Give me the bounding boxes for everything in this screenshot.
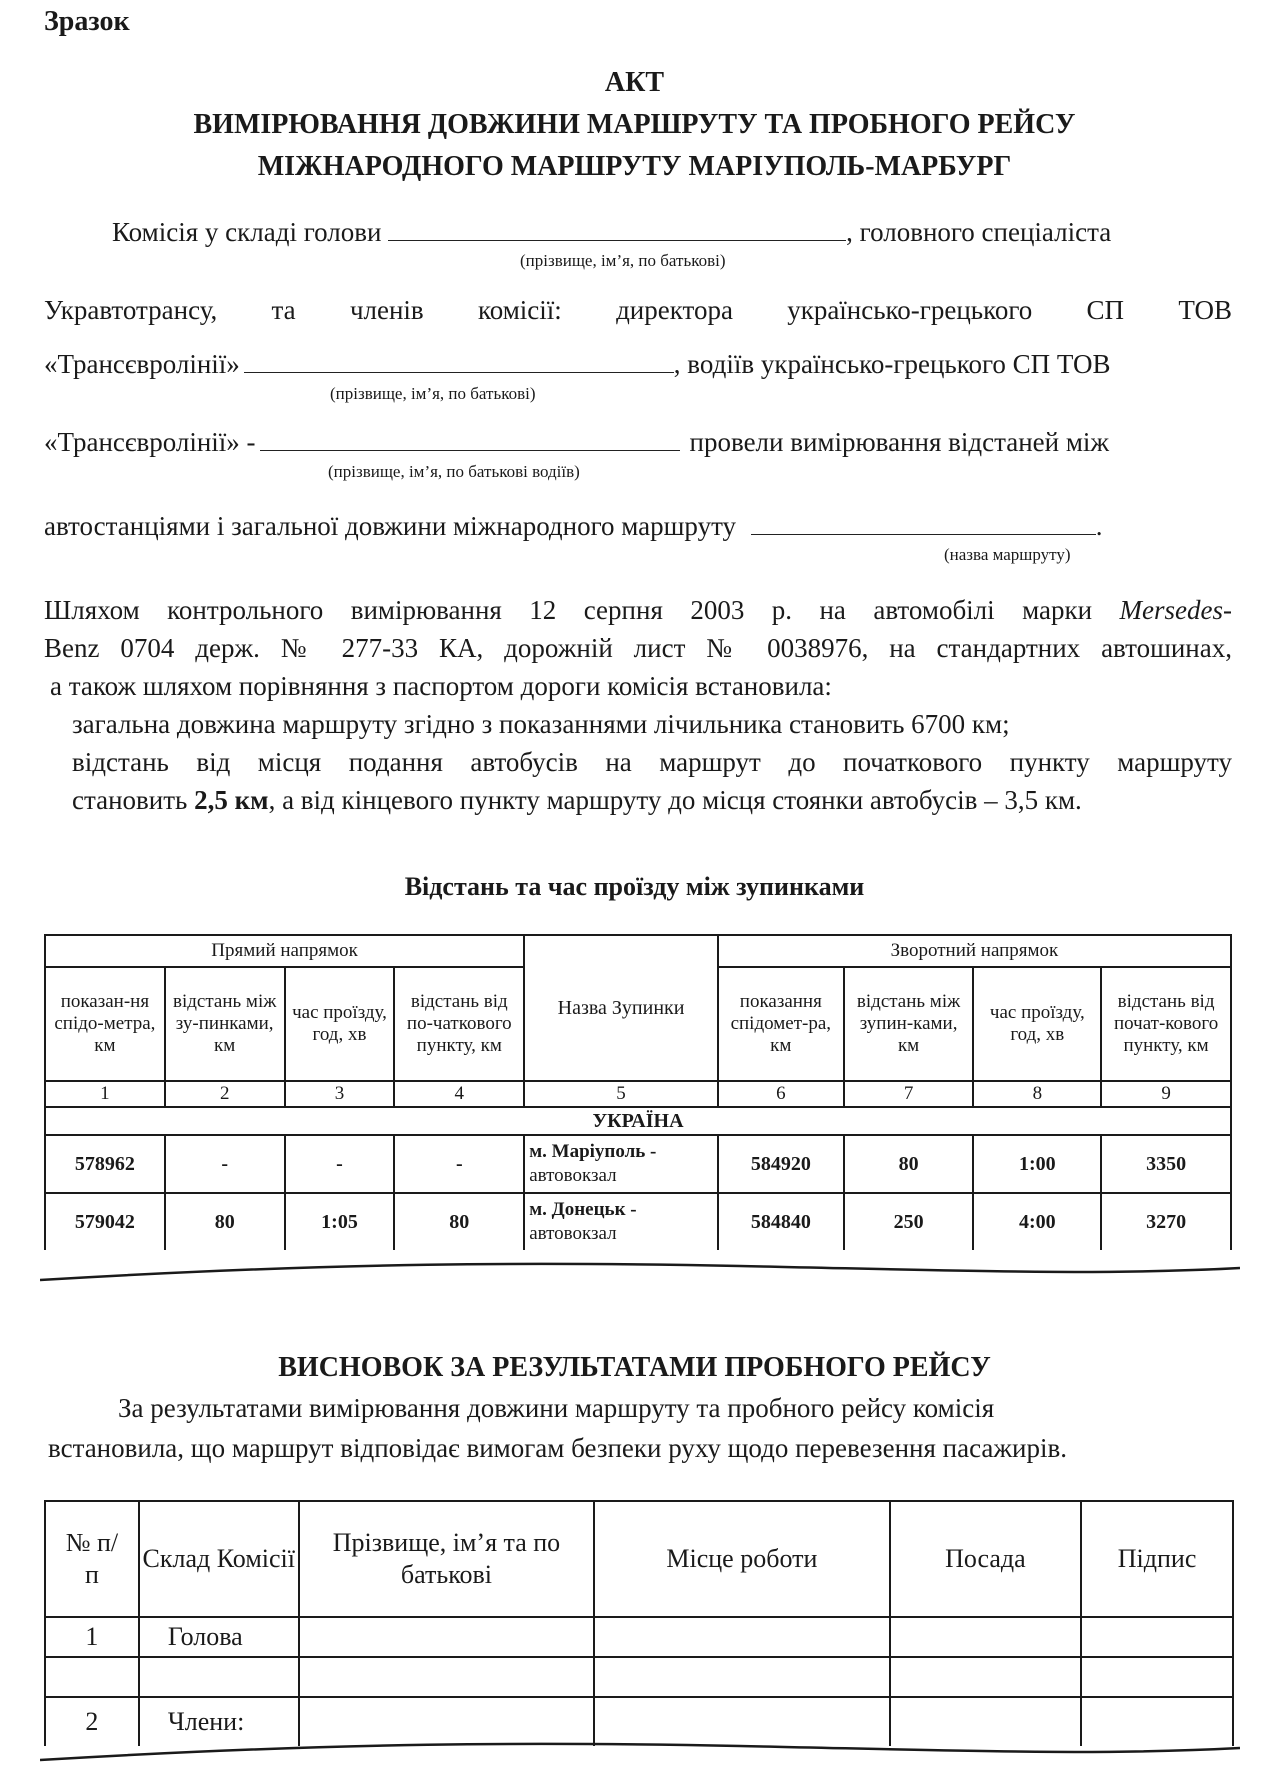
col-header-name: Прізвище, ім’я та по батькові: [299, 1501, 595, 1617]
cell: 80: [165, 1193, 285, 1250]
stop-name-header: Назва Зупинки: [524, 935, 718, 1081]
col-number: 8: [973, 1081, 1101, 1107]
col-header: показан-ня спідо-метра, км: [45, 967, 165, 1081]
intro-word: ТОВ: [1178, 295, 1232, 325]
col-header-number: № п/п: [45, 1501, 139, 1617]
intro-word: членів: [349, 295, 424, 325]
intro-word: комісії:: [477, 295, 562, 325]
col-header: відстань від почат-кового пункту, км: [1101, 967, 1231, 1081]
hint-drivers: (прізвище, ім’я, по батькові водіїв): [328, 462, 580, 481]
col-number: 1: [45, 1081, 165, 1107]
table-row: [45, 1657, 1233, 1697]
intro-text: «Трансєвролінії»: [44, 349, 240, 379]
cell: -: [285, 1135, 395, 1193]
cell: 2: [45, 1697, 139, 1746]
hint-name: (прізвище, ім’я, по батькові): [330, 384, 536, 403]
cell: 4:00: [973, 1193, 1101, 1250]
col-header: показання спідомет-ра, км: [718, 967, 844, 1081]
cell: [299, 1617, 595, 1657]
stop-station: автовокзал: [529, 1223, 617, 1244]
cell: 579042: [45, 1193, 165, 1250]
intro-text: автостанціями і загальної довжини міжнародного маршруту: [44, 511, 737, 541]
cell: 3350: [1101, 1135, 1231, 1193]
intro-line-1: [112, 216, 1111, 248]
cell: -: [165, 1135, 285, 1193]
cell: [1081, 1657, 1233, 1697]
stop-name-cell: [524, 1135, 718, 1193]
intro-line-5: [44, 510, 1103, 542]
measurement-line-2: Benz 0704 держ. № 277-33 КА, дорожній лист № 0038976, на стандартних автошинах,: [44, 633, 1232, 663]
cell: [1081, 1617, 1233, 1657]
col-number: 3: [285, 1081, 395, 1107]
cell: [594, 1657, 889, 1697]
measurement-line-1: [44, 594, 1232, 626]
intro-text: провели вимірювання відстаней між: [689, 427, 1110, 457]
table-row: [45, 1617, 1233, 1657]
measurement-distance: 2,5 км: [194, 785, 269, 815]
chairman-name-blank: [388, 216, 846, 241]
col-number: 4: [394, 1081, 524, 1107]
cell: 1:00: [973, 1135, 1101, 1193]
cell: Члени:: [139, 1697, 299, 1746]
table-break-wave: [40, 1258, 1240, 1288]
cell: [890, 1657, 1082, 1697]
table-row: [45, 1135, 1231, 1193]
table-break-wave: [40, 1738, 1240, 1768]
measurement-line-6: [72, 784, 1082, 816]
intro-word: СП: [1086, 295, 1125, 325]
col-header-position: Посада: [890, 1501, 1082, 1617]
country-row: УКРАЇНА: [45, 1107, 1231, 1135]
cell: 3270: [1101, 1193, 1231, 1250]
measurement-line-5: відстань від місця подання автобусів на маршрут до початкового пункту маршруту: [72, 747, 1232, 777]
col-number: 9: [1101, 1081, 1231, 1107]
col-header: відстань від по-чаткового пункту, км: [394, 967, 524, 1081]
cell: 584920: [718, 1135, 844, 1193]
intro-word: директора: [616, 295, 733, 325]
intro-line-2: [44, 294, 1232, 326]
intro-text: , головного спеціаліста: [846, 217, 1112, 247]
intro-text: , водіїв українсько-грецького СП ТОВ: [673, 349, 1111, 379]
act-title: АКТ: [604, 67, 665, 98]
col-header: відстань між зупин-ками, км: [844, 967, 974, 1081]
col-header-workplace: Місце роботи: [594, 1501, 889, 1617]
forward-direction-header: Прямий напрямок: [45, 935, 524, 967]
intro-word: Укравтотрансу,: [44, 295, 218, 325]
cell: 584840: [718, 1193, 844, 1250]
cell: -: [394, 1135, 524, 1193]
col-header-role: Склад Комісії: [139, 1501, 299, 1617]
cell: 250: [844, 1193, 974, 1250]
cell: [299, 1657, 595, 1697]
stop-name-cell: [524, 1193, 718, 1250]
hint-route: (назва маршруту): [944, 545, 1071, 564]
measurement-text: становить: [72, 785, 195, 815]
intro-word: та: [271, 295, 296, 325]
conclusion-title: ВИСНОВОК ЗА РЕЗУЛЬТАТАМИ ПРОБНОГО РЕЙСУ: [278, 1352, 991, 1383]
act-subtitle-2: МІЖНАРОДНОГО МАРШРУТУ МАРІУПОЛЬ-МАРБУРГ: [257, 151, 1012, 182]
col-number: 5: [524, 1081, 718, 1107]
measurement-brand: Mersedes-: [1119, 595, 1232, 625]
col-header: час проїзду, год, хв: [973, 967, 1101, 1081]
col-header-signature: Підпис: [1081, 1501, 1233, 1617]
sample-label: Зразок: [44, 6, 130, 37]
conclusion-line-2: встановила, що маршрут відповідає вимогам безпеки руху щодо перевезення пасажирів.: [48, 1433, 1067, 1463]
cell: 80: [394, 1193, 524, 1250]
hint-name: (прізвище, ім’я, по батькові): [520, 251, 726, 270]
cell: 80: [844, 1135, 974, 1193]
intro-line-4: [44, 426, 1109, 458]
measurement-line-4: загальна довжина маршруту згідно з показаннями лічильника становить 6700 км;: [72, 709, 1010, 739]
cell: [594, 1617, 889, 1657]
cell: [139, 1657, 299, 1697]
drivers-name-blank: [260, 426, 680, 451]
stop-city: м. Маріуполь -: [529, 1141, 657, 1162]
col-number: 7: [844, 1081, 974, 1107]
stops-table-title: Відстань та час проїзду між зупинками: [404, 872, 865, 901]
cell: [45, 1657, 139, 1697]
intro-text: .: [1095, 511, 1103, 541]
reverse-direction-header: Зворотний напрямок: [718, 935, 1231, 967]
measurement-text: , а від кінцевого пункту маршруту до місця стоянки автобусів – 3,5 км.: [268, 785, 1082, 815]
conclusion-line-1: За результатами вимірювання довжини маршруту та пробного рейсу комісія: [118, 1393, 995, 1423]
table-row: [45, 1193, 1231, 1250]
cell: 1: [45, 1617, 139, 1657]
intro-text: Комісія у складі голови: [112, 217, 382, 247]
intro-text: «Трансєвролінії» -: [44, 427, 256, 457]
cell: 578962: [45, 1135, 165, 1193]
cell: [890, 1617, 1082, 1657]
stop-city: м. Донецьк -: [529, 1199, 637, 1220]
commission-table: [44, 1500, 1234, 1746]
director-name-blank: [244, 348, 674, 373]
route-name-blank: [751, 510, 1096, 535]
cell: 1:05: [285, 1193, 395, 1250]
col-header: час проїзду, год, хв: [285, 967, 395, 1081]
col-number: 6: [718, 1081, 844, 1107]
measurement-line-3: а також шляхом порівняння з паспортом дороги комісія встановила:: [50, 671, 832, 701]
intro-line-3: [44, 348, 1111, 380]
act-subtitle-1: ВИМІРЮВАННЯ ДОВЖИНИ МАРШРУТУ ТА ПРОБНОГО РЕЙСУ: [193, 109, 1076, 140]
cell: Голова: [139, 1617, 299, 1657]
stop-station: автовокзал: [529, 1165, 617, 1186]
col-header: відстань між зу-пинками, км: [165, 967, 285, 1081]
stops-table: [44, 934, 1232, 1250]
measurement-text: Шляхом контрольного вимірювання 12 серпня 2003 р. на автомобілі марки: [44, 595, 1120, 625]
col-number: 2: [165, 1081, 285, 1107]
intro-word: українсько-грецького: [787, 295, 1033, 325]
